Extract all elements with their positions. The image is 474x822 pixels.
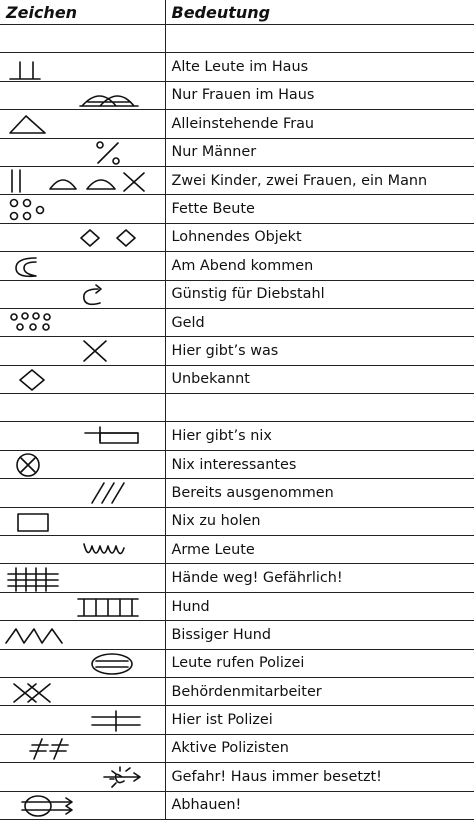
legend-row: [0, 592, 474, 620]
empty-meaning-cell: [165, 25, 474, 53]
three-slashes-icon: [0, 479, 165, 506]
legend-row: [0, 280, 474, 308]
meaning-text: Nix interessantes: [165, 450, 474, 478]
meaning-text: Lohnendes Objekt: [165, 223, 474, 251]
legend-row: [0, 223, 474, 251]
sign-cell: [0, 507, 165, 535]
sign-cell: [0, 138, 165, 166]
sign-cell: [0, 479, 165, 507]
sign-cell: [0, 223, 165, 251]
column-header-sign: Zeichen: [0, 0, 165, 25]
meaning-text: Geld: [165, 308, 474, 336]
sign-cell: [0, 166, 165, 194]
column-header-meaning: Bedeutung: [165, 0, 474, 25]
legend-row: [0, 166, 474, 194]
legend-row: [0, 252, 474, 280]
zigzag-teeth-icon: [0, 621, 165, 648]
sign-cell: [0, 706, 165, 734]
meaning-text: Nix zu holen: [165, 507, 474, 535]
sign-cell: [0, 252, 165, 280]
percent-sign-icon: [0, 139, 165, 166]
empty-sign-cell: [0, 394, 165, 422]
legend-row: [0, 507, 474, 535]
triangle-icon: [0, 110, 165, 137]
sign-cell: [0, 365, 165, 393]
four-circles-icon: [0, 196, 165, 223]
legend-row: [0, 536, 474, 564]
legend-row: [0, 621, 474, 649]
sign-cell: [0, 621, 165, 649]
meaning-text: Arme Leute: [165, 536, 474, 564]
legend-row: [0, 110, 474, 138]
square-icon: [0, 508, 165, 535]
legend-row: [0, 81, 474, 109]
double-arch-icon: [0, 82, 165, 109]
x-cross-icon: [0, 337, 165, 364]
meaning-text: Behördenmitarbeiter: [165, 677, 474, 705]
meaning-text: Unbekannt: [165, 365, 474, 393]
sign-cell: [0, 308, 165, 336]
sign-cell: [0, 677, 165, 705]
meaning-text: Leute rufen Polizei: [165, 649, 474, 677]
meaning-text: Bissiger Hund: [165, 621, 474, 649]
curved-arrow-icon: [0, 281, 165, 308]
meaning-text: Hier gibt’s nix: [165, 422, 474, 450]
crescent-icon: [0, 252, 165, 279]
legend-row: [0, 706, 474, 734]
meaning-text: Hund: [165, 592, 474, 620]
circle-arrows-icon: [0, 792, 165, 819]
sign-cell: [0, 337, 165, 365]
sign-cell: [0, 195, 165, 223]
meaning-text: Hände weg! Gefährlich!: [165, 564, 474, 592]
diamond-icon: [0, 366, 165, 393]
legend-row: [0, 791, 474, 819]
legend-row: [0, 365, 474, 393]
two-diamonds-icon: [0, 224, 165, 251]
sign-cell: [0, 734, 165, 762]
legend-row: [0, 138, 474, 166]
meaning-text: Am Abend kommen: [165, 252, 474, 280]
crossed-circle-icon: [0, 451, 165, 478]
legend-row: [0, 422, 474, 450]
line-through-rectangle-icon: [0, 423, 165, 450]
legend-row: [0, 479, 474, 507]
six-circles-icon: [0, 309, 165, 336]
legend-row: [0, 649, 474, 677]
legend-row: [0, 195, 474, 223]
sign-cell: [0, 280, 165, 308]
sign-cell: [0, 649, 165, 677]
sign-cell: [0, 422, 165, 450]
family-signs-icon: [0, 167, 165, 194]
sign-cell: [0, 791, 165, 819]
empty-meaning-cell: [165, 394, 474, 422]
sign-cell: [0, 536, 165, 564]
meaning-text: Nur Frauen im Haus: [165, 81, 474, 109]
fence-icon: [0, 593, 165, 620]
sign-cell: [0, 81, 165, 109]
spacer-row: [0, 25, 474, 53]
meaning-text: Aktive Polizisten: [165, 734, 474, 762]
spacer-row: [0, 394, 474, 422]
zigzag-loops-icon: [0, 536, 165, 563]
empty-sign-cell: [0, 25, 165, 53]
legend-row: [0, 308, 474, 336]
sign-cell: [0, 450, 165, 478]
meaning-text: Nur Männer: [165, 138, 474, 166]
legend-row: [0, 53, 474, 81]
legend-body: [0, 25, 474, 820]
legend-row: [0, 734, 474, 762]
striped-oval-icon: [0, 650, 165, 677]
meaning-text: Abhauen!: [165, 791, 474, 819]
sign-cell: [0, 53, 165, 81]
sign-cell: [0, 110, 165, 138]
meaning-text: Fette Beute: [165, 195, 474, 223]
meaning-text: Alte Leute im Haus: [165, 53, 474, 81]
legend-row: [0, 337, 474, 365]
legend-row: [0, 677, 474, 705]
meaning-text: Günstig für Diebstahl: [165, 280, 474, 308]
header-row: [0, 0, 474, 25]
meaning-text: Zwei Kinder, zwei Frauen, ein Mann: [165, 166, 474, 194]
double-line-bar-icon: [0, 707, 165, 734]
meaning-text: Bereits ausgenommen: [165, 479, 474, 507]
sign-cell: [0, 763, 165, 791]
crossed-slashes-icon: [0, 735, 165, 762]
two-vertical-lines-icon: [0, 54, 165, 81]
sign-cell: [0, 592, 165, 620]
double-x-icon: [0, 678, 165, 705]
meaning-text: Hier gibt’s was: [165, 337, 474, 365]
meaning-text: Gefahr! Haus immer besetzt!: [165, 763, 474, 791]
sign-cell: [0, 564, 165, 592]
legend-row: [0, 564, 474, 592]
legend-row: [0, 450, 474, 478]
meaning-text: Alleinstehende Frau: [165, 110, 474, 138]
grid-hash-icon: [0, 565, 165, 592]
legend-row: [0, 763, 474, 791]
sun-arrow-icon: [0, 763, 165, 790]
meaning-text: Hier ist Polizei: [165, 706, 474, 734]
